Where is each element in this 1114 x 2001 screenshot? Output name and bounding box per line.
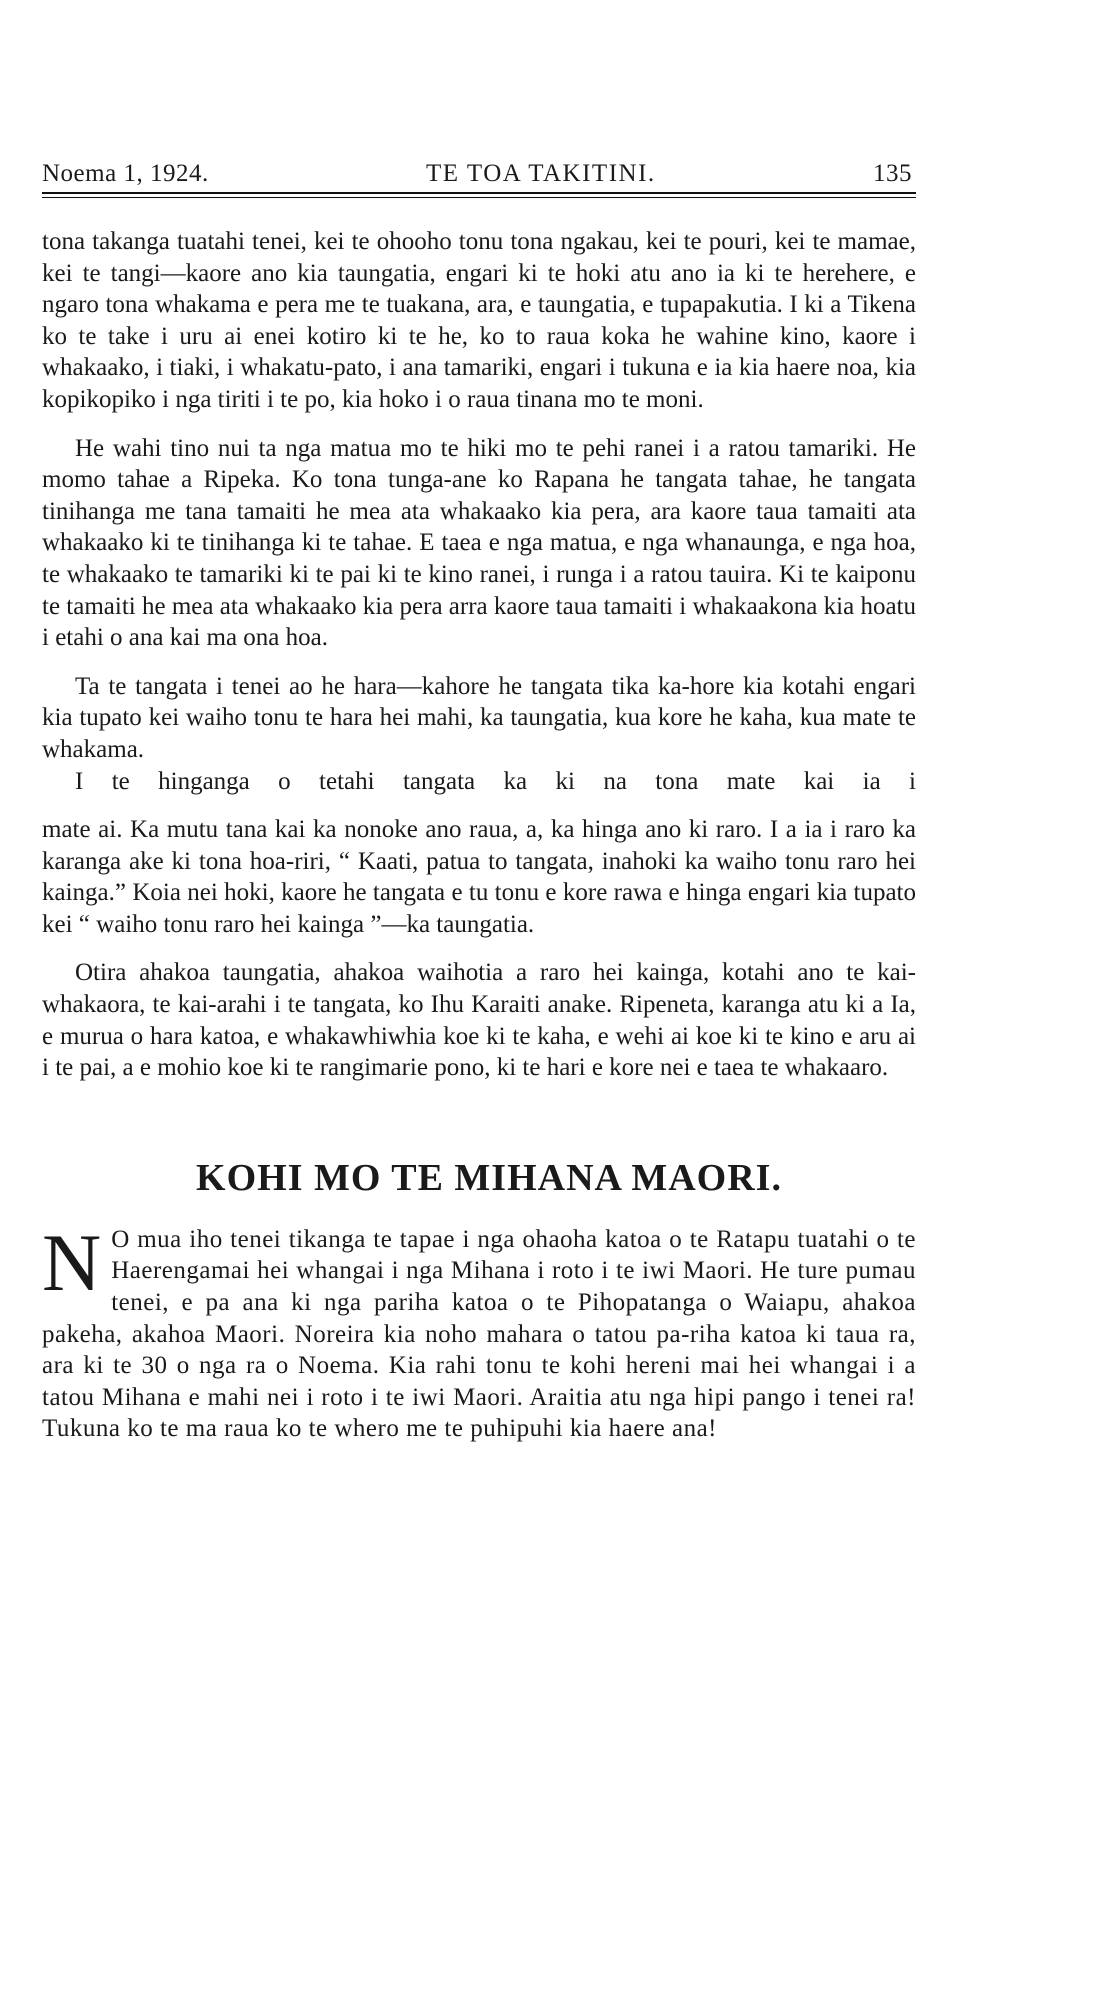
header-title: TE TOA TAKITINI. xyxy=(426,160,656,187)
page-number: 135 xyxy=(872,160,912,187)
section-body xyxy=(42,1216,916,1445)
paragraph: tona takanga tuatahi tenei, kei te ohooho tonu tona ngakau, kei te pouri, kei te mamae, kei te tangi—kaore ano kia taungatia, engari ki te hoki atu ano ia ki te herehere, e ngaro tona whakama e pera me te tuakana, ara, e taungatia, e tupapakutia. I ki a Tikena ko te take i uru ai enei kotiro ki te he, ko to raua koka he wahine kino, kaore i whakaako, i tiaki, i whakatu-pato, i ana tamariki, engari i tukuna e ia kia haere noa, kia kopikopiko i nga tiriti i te po, kia hoko i o raua tinana mo te moni. xyxy=(42,228,916,413)
section-paragraph xyxy=(42,1216,916,1445)
drop-cap: N xyxy=(42,1216,102,1308)
header-date: Noema 1, 1924. xyxy=(42,160,209,187)
article-body xyxy=(42,226,916,1084)
section-text: O mua iho tenei tikanga te tapae i nga ohaoha katoa o te Ratapu tuatahi o te Haerengamai hei whangai i nga Mihana i roto i te iwi Maori. He ture pumau tenei, e pa ana ki nga pariha katoa o te Pihopatanga o Waiapu, ahakoa pakeha, akahoa Maori. Noreira kia noho mahara o tatou pa-riha katoa ki taua ra, ara ki te 30 o nga ra o Noema. Kia rahi tonu te kohi hereni mai hei whangai i a tatou Mihana e mahi nei i roto i te iwi Maori. Araitia atu nga hipi pango i tenei ra! Tukuna ko te ma raua ko te whero me te puhipuhi kia haere ana! xyxy=(42,1225,916,1443)
document-page xyxy=(42,160,916,1445)
paragraph: Ta te tangata i tenei ao he hara—kahore he tangata tika ka-hore kia kotahi engari kia tupato kei waiho tonu te hara hei mahi, ka taungatia, kua kore he kaha, kua mate te whakama. xyxy=(42,672,916,763)
running-header xyxy=(42,160,916,194)
paragraph: He wahi tino nui ta nga matua mo te hiki mo te pehi ranei i a ratou tamariki. He momo tahae a Ripeka. Ko tona tunga-ane ko Rapana he tangata tahae, he tangata tinihanga me tana tamaiti he mea ata whakaako kia pera, ara kaore taua tamaiti ata whakaako ki te tinihanga ki te tahae. E taea e nga matua, e nga whanaunga, e nga hoa, te whakaako te tamariki ki te pai ki te kino ranei, i runga i a ratou tauira. Ki te kaiponu te tamaiti he mea ata whakaako kia pera arra kaore taua tamaiti i whakaakona kia hoatu i etahi o ana kai ma ona hoa. xyxy=(42,434,916,652)
paragraph: Otira ahakoa taungatia, ahakoa waihotia a raro hei kainga, kotahi ano te kai-whakaora, te kai-arahi i te tangata, ko Ihu Karaiti anake. Ripeneta, karanga atu ki a Ia, e murua o hara katoa, e whakawhiwhia koe ki te kaha, e wehi ai koe ki te kino e aru ai i te pai, a e mohio koe ki te rangimarie pono, ki te hari e kore nei e taea te whakaaro. xyxy=(42,959,916,1082)
paragraph: mate ai. Ka mutu tana kai ka nonoke ano raua, a, ka hinga ano ki raro. I a ia i raro ka karanga ake ki tona hoa-riri, “ Kaati, patua to tangata, inahoki ka waiho tonu raro hei kainga.” Koia nei hoki, kaore he tangata e tu tonu e kore rawa e hinga engari kia tupato kei “ waiho tonu raro hei kainga ”—ka taungatia. xyxy=(42,816,916,938)
paragraph: I te hinganga o tetahi tangata ka ki na tona mate kai ia i xyxy=(75,767,916,795)
header-rule xyxy=(42,197,916,198)
section-heading: KOHI MO TE MIHANA MAORI. xyxy=(196,1156,782,1199)
